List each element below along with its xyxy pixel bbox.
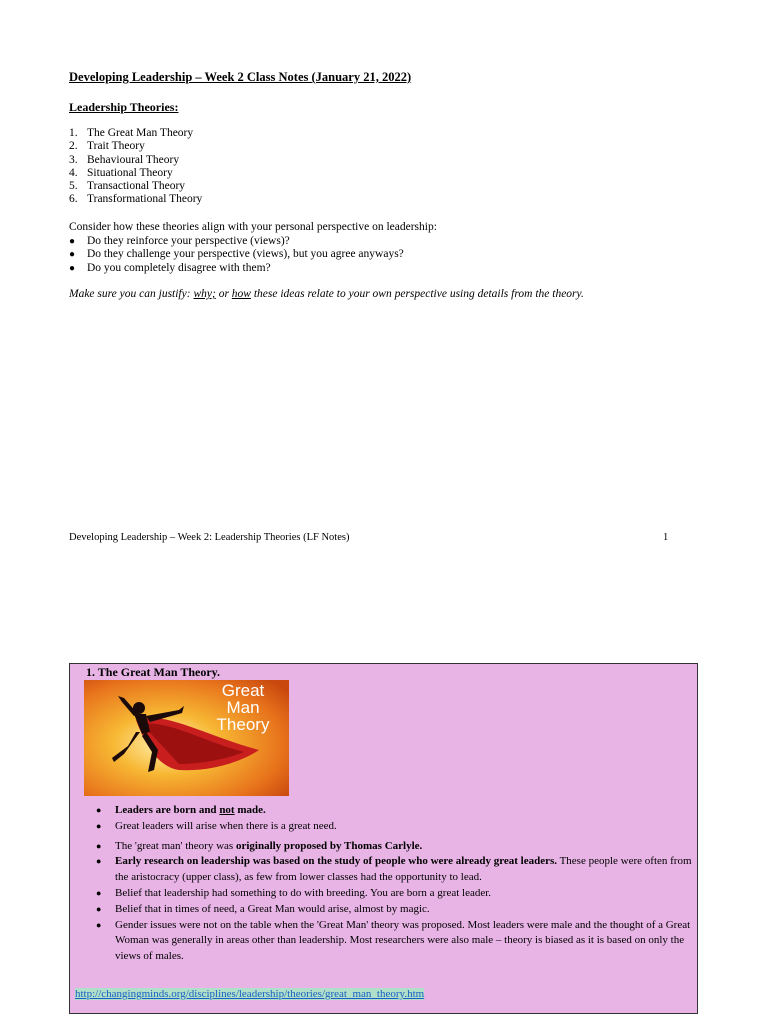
bullet-text: Belief that in times of need, a Great Man would arise, almost by magic.	[115, 902, 430, 915]
bullet-text: Belief that leadership had something to do with breeding. You are born a great leader.	[115, 886, 492, 899]
list-item	[96, 819, 692, 835]
page-footer: Developing Leadership – Week 2: Leadership Theories (LF Notes)	[69, 532, 350, 543]
item-label: The Great Man Theory	[87, 127, 194, 139]
item-label: Situational Theory	[87, 166, 173, 179]
list-item	[69, 127, 202, 140]
list-item	[69, 180, 202, 193]
item-number: 1.	[69, 127, 78, 139]
item-number: 6.	[69, 193, 78, 206]
bullet-text: Gender issues were not on the table when the 'Great Man' theory was proposed. Most leaders were male and the thought of a Great Woman was generally in areas other than leadership. Most researchers were also male – theory is biased as it is based on only the views of males.	[115, 918, 691, 963]
page-number: 1	[663, 532, 669, 543]
note-text: or	[215, 288, 232, 300]
bullet-icon: ●	[69, 249, 76, 261]
item-number: 3.	[69, 153, 78, 166]
bullet-text	[115, 803, 266, 819]
note-how: how	[231, 288, 251, 300]
list-item	[96, 886, 692, 902]
question-text: Do they reinforce your perspective (views)?	[87, 235, 290, 247]
image-caption: Great Man Theory	[216, 681, 270, 734]
list-item	[69, 140, 202, 153]
bullet-icon: ●	[96, 856, 102, 867]
list-item	[96, 918, 692, 965]
bullet-icon: ●	[96, 903, 102, 914]
emphasis-not: not	[219, 804, 235, 816]
list-item	[69, 262, 404, 275]
bold-text: originally proposed by Thomas Carlyle.	[235, 839, 423, 852]
list-item	[96, 803, 692, 819]
plain-text: These people were often from the aristocracy (upper class), as few from lower classes had the opportunity to lead.	[115, 855, 692, 884]
note-text: Make sure you can justify:	[69, 288, 194, 300]
list-item	[96, 854, 692, 886]
item-number: 4.	[69, 166, 78, 179]
bold-text: Leaders are born and	[115, 804, 220, 816]
item-label: Transactional Theory	[87, 180, 186, 193]
document-title: Developing Leadership – Week 2 Class Notes (January 21, 2022)	[69, 70, 412, 84]
list-item	[69, 235, 404, 248]
list-item	[96, 902, 692, 918]
list-item	[69, 248, 404, 261]
question-text: Do they challenge your perspective (views), but you agree anyways?	[87, 248, 404, 261]
great-man-theory-image	[84, 680, 289, 796]
question-list	[69, 235, 404, 275]
bullet-icon: ●	[96, 820, 102, 831]
list-item	[96, 839, 692, 855]
bullet-text	[115, 839, 422, 855]
bullet-icon: ●	[96, 840, 102, 851]
section-subheading: Leadership Theories:	[69, 100, 179, 114]
bullet-text: Great leaders will arise when there is a great need.	[115, 819, 337, 832]
list-item	[69, 193, 202, 206]
note-why: why;	[193, 288, 216, 300]
item-number: 2.	[69, 140, 78, 153]
plain-text: The 'great man' theory was	[115, 839, 236, 852]
item-label: Behavioural Theory	[87, 153, 180, 166]
bullet-icon: ●	[96, 887, 102, 898]
bullet-icon: ●	[96, 919, 102, 930]
great-man-bullets	[96, 803, 692, 965]
bullet-icon: ●	[69, 262, 76, 274]
note-text: these ideas relate to your own perspective using details from the theory.	[250, 288, 584, 300]
theory-list	[69, 127, 202, 207]
question-text: Do you completely disagree with them?	[87, 261, 271, 274]
bullet-icon: ●	[69, 236, 76, 247]
bold-text: made.	[234, 804, 266, 816]
item-label: Transformational Theory	[87, 193, 203, 206]
list-item	[69, 167, 202, 180]
item-label: Trait Theory	[87, 140, 145, 153]
source-link[interactable]: http://changingminds.org/disciplines/leadership/theories/great_man_theory.htm	[75, 988, 425, 1000]
list-item	[69, 154, 202, 167]
section-heading: 1. The Great Man Theory.	[86, 665, 221, 679]
bullet-text	[115, 854, 692, 886]
consider-paragraph: Consider how these theories align with your personal perspective on leadership:	[69, 221, 437, 233]
bullet-icon: ●	[96, 805, 102, 815]
item-number: 5.	[69, 180, 78, 193]
bold-text: Early research on leadership was based on the study of people who were already great leaders.	[115, 855, 558, 868]
justify-note	[69, 288, 584, 300]
